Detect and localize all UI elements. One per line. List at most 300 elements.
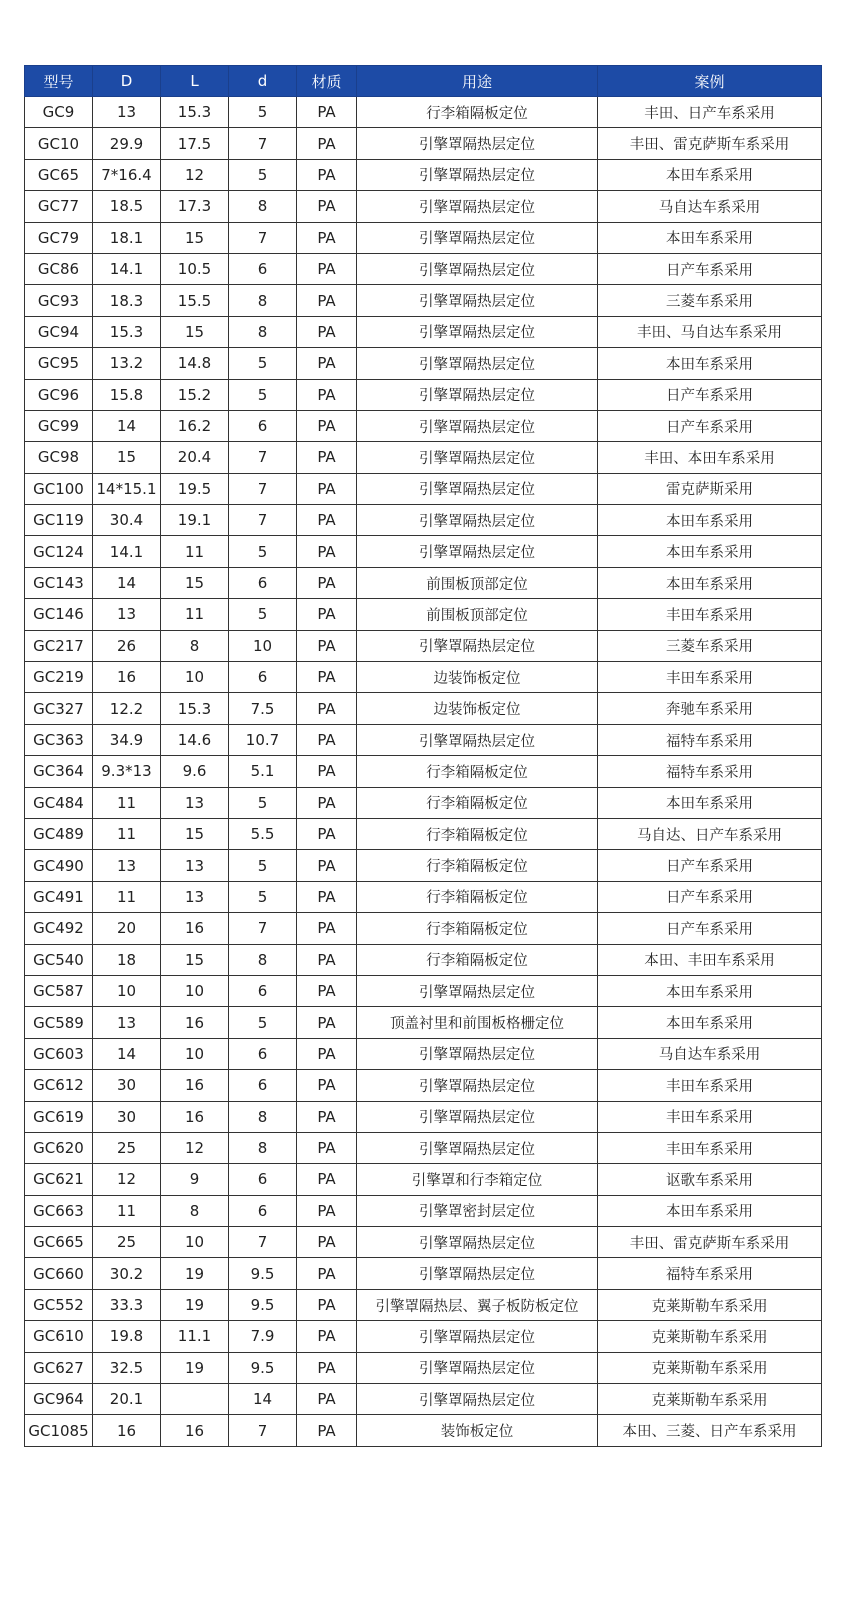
cell-material: PA [297,1258,357,1289]
cell-material: PA [297,159,357,190]
cell-material: PA [297,1101,357,1132]
cell-length: 9.6 [161,756,229,787]
table-row [25,128,822,159]
table-row [25,944,822,975]
cell-material: PA [297,97,357,128]
cell-model: GC146 [25,599,93,630]
table-row [25,536,822,567]
cell-length: 8 [161,630,229,661]
cell-case: 马自达车系采用 [598,1038,822,1069]
cell-model: GC327 [25,693,93,724]
cell-length: 15 [161,316,229,347]
cell-length: 20.4 [161,442,229,473]
cell-use: 顶盖衬里和前围板格栅定位 [357,1007,598,1038]
table-row [25,599,822,630]
cell-d-outer: 18.1 [93,222,161,253]
cell-model: GC98 [25,442,93,473]
cell-model: GC363 [25,724,93,755]
cell-use: 前围板顶部定位 [357,599,598,630]
cell-material: PA [297,1070,357,1101]
cell-length [161,1384,229,1415]
cell-length: 16 [161,1070,229,1101]
table-row [25,975,822,1006]
cell-d-outer: 14 [93,410,161,441]
cell-d-outer: 30 [93,1101,161,1132]
cell-use: 行李箱隔板定位 [357,944,598,975]
cell-length: 17.3 [161,191,229,222]
cell-model: GC612 [25,1070,93,1101]
cell-d-outer: 30.4 [93,505,161,536]
cell-d-inner: 6 [229,1038,297,1069]
cell-use: 引擎罩隔热层定位 [357,630,598,661]
cell-use: 引擎罩隔热层、翼子板防板定位 [357,1289,598,1320]
cell-case: 本田、三菱、日产车系采用 [598,1415,822,1446]
cell-d-inner: 6 [229,567,297,598]
cell-material: PA [297,1321,357,1352]
table-row [25,818,822,849]
cell-model: GC9 [25,97,93,128]
table-row [25,1258,822,1289]
cell-d-outer: 12.2 [93,693,161,724]
cell-use: 引擎罩隔热层定位 [357,1321,598,1352]
cell-case: 丰田、马自达车系采用 [598,316,822,347]
cell-model: GC490 [25,850,93,881]
cell-model: GC964 [25,1384,93,1415]
cell-use: 引擎罩隔热层定位 [357,1132,598,1163]
cell-case: 丰田、日产车系采用 [598,97,822,128]
cell-model: GC627 [25,1352,93,1383]
cell-d-outer: 7*16.4 [93,159,161,190]
table-row [25,1289,822,1320]
cell-d-inner: 6 [229,975,297,1006]
cell-model: GC65 [25,159,93,190]
cell-material: PA [297,850,357,881]
table-row [25,662,822,693]
cell-case: 马自达、日产车系采用 [598,818,822,849]
table-row [25,442,822,473]
table-row [25,1007,822,1038]
cell-case: 三菱车系采用 [598,285,822,316]
cell-length: 11.1 [161,1321,229,1352]
cell-case: 三菱车系采用 [598,630,822,661]
cell-d-outer: 13 [93,850,161,881]
cell-material: PA [297,1195,357,1226]
cell-d-outer: 16 [93,1415,161,1446]
column-header-length: L [161,66,229,97]
cell-model: GC1085 [25,1415,93,1446]
cell-model: GC663 [25,1195,93,1226]
cell-use: 行李箱隔板定位 [357,913,598,944]
cell-use: 引擎罩隔热层定位 [357,379,598,410]
cell-d-outer: 25 [93,1132,161,1163]
column-header-d-outer: D [93,66,161,97]
cell-use: 引擎罩隔热层定位 [357,1038,598,1069]
cell-model: GC219 [25,662,93,693]
table-header [25,66,822,97]
cell-use: 行李箱隔板定位 [357,850,598,881]
cell-model: GC491 [25,881,93,912]
cell-case: 雷克萨斯采用 [598,473,822,504]
cell-case: 丰田、本田车系采用 [598,442,822,473]
cell-case: 日产车系采用 [598,379,822,410]
cell-material: PA [297,473,357,504]
table-row [25,316,822,347]
table-row [25,1070,822,1101]
cell-d-outer: 13 [93,1007,161,1038]
cell-d-inner: 5 [229,97,297,128]
cell-length: 13 [161,881,229,912]
cell-d-outer: 18 [93,944,161,975]
cell-length: 19.1 [161,505,229,536]
cell-model: GC620 [25,1132,93,1163]
cell-model: GC99 [25,410,93,441]
cell-material: PA [297,442,357,473]
header-row [25,66,822,97]
cell-case: 丰田车系采用 [598,1101,822,1132]
cell-length: 19 [161,1258,229,1289]
cell-case: 本田车系采用 [598,536,822,567]
cell-use: 行李箱隔板定位 [357,97,598,128]
cell-use: 引擎罩隔热层定位 [357,159,598,190]
cell-material: PA [297,1007,357,1038]
cell-d-outer: 13 [93,599,161,630]
cell-case: 克莱斯勒车系采用 [598,1384,822,1415]
column-header-material: 材质 [297,66,357,97]
cell-use: 行李箱隔板定位 [357,818,598,849]
cell-material: PA [297,630,357,661]
cell-d-outer: 9.3*13 [93,756,161,787]
cell-material: PA [297,975,357,1006]
cell-model: GC665 [25,1227,93,1258]
cell-material: PA [297,724,357,755]
cell-d-inner: 9.5 [229,1258,297,1289]
table-row [25,473,822,504]
cell-case: 奔驰车系采用 [598,693,822,724]
cell-material: PA [297,128,357,159]
cell-d-inner: 8 [229,1132,297,1163]
cell-case: 讴歌车系采用 [598,1164,822,1195]
cell-use: 引擎罩隔热层定位 [357,473,598,504]
cell-material: PA [297,1132,357,1163]
table-row [25,724,822,755]
cell-d-outer: 14 [93,567,161,598]
cell-d-outer: 30 [93,1070,161,1101]
cell-d-outer: 16 [93,662,161,693]
cell-case: 福特车系采用 [598,724,822,755]
cell-use: 行李箱隔板定位 [357,787,598,818]
cell-use: 边装饰板定位 [357,693,598,724]
cell-model: GC93 [25,285,93,316]
cell-model: GC619 [25,1101,93,1132]
cell-length: 15.2 [161,379,229,410]
cell-model: GC96 [25,379,93,410]
cell-material: PA [297,1227,357,1258]
cell-d-inner: 10 [229,630,297,661]
cell-material: PA [297,253,357,284]
cell-d-inner: 7 [229,505,297,536]
cell-d-inner: 7 [229,473,297,504]
cell-d-inner: 5 [229,881,297,912]
cell-d-outer: 10 [93,975,161,1006]
cell-length: 16.2 [161,410,229,441]
cell-d-inner: 7 [229,1415,297,1446]
cell-use: 引擎罩密封层定位 [357,1195,598,1226]
cell-model: GC95 [25,348,93,379]
cell-material: PA [297,1352,357,1383]
table-row [25,505,822,536]
table-row [25,850,822,881]
cell-d-inner: 7 [229,1227,297,1258]
cell-use: 引擎罩隔热层定位 [357,536,598,567]
table-row [25,1384,822,1415]
cell-d-outer: 11 [93,787,161,818]
table-row [25,222,822,253]
cell-length: 15.3 [161,97,229,128]
table-row [25,379,822,410]
cell-d-inner: 5 [229,1007,297,1038]
table-row [25,1415,822,1446]
cell-model: GC540 [25,944,93,975]
cell-material: PA [297,881,357,912]
cell-d-inner: 7 [229,222,297,253]
cell-case: 丰田车系采用 [598,1070,822,1101]
cell-material: PA [297,505,357,536]
table-row [25,191,822,222]
cell-case: 日产车系采用 [598,253,822,284]
cell-d-inner: 7.5 [229,693,297,724]
cell-d-outer: 11 [93,818,161,849]
cell-material: PA [297,693,357,724]
cell-case: 丰田车系采用 [598,599,822,630]
table-row [25,630,822,661]
cell-case: 本田车系采用 [598,222,822,253]
cell-case: 本田车系采用 [598,505,822,536]
cell-d-inner: 7.9 [229,1321,297,1352]
cell-case: 克莱斯勒车系采用 [598,1289,822,1320]
cell-material: PA [297,599,357,630]
cell-use: 引擎罩隔热层定位 [357,253,598,284]
table-body [25,97,822,1447]
cell-d-inner: 5 [229,348,297,379]
cell-material: PA [297,410,357,441]
cell-use: 边装饰板定位 [357,662,598,693]
cell-case: 本田车系采用 [598,159,822,190]
cell-d-inner: 5 [229,379,297,410]
table-row [25,1227,822,1258]
cell-use: 引擎罩隔热层定位 [357,348,598,379]
cell-material: PA [297,1289,357,1320]
cell-d-outer: 18.3 [93,285,161,316]
cell-model: GC610 [25,1321,93,1352]
cell-d-inner: 10.7 [229,724,297,755]
cell-d-inner: 9.5 [229,1289,297,1320]
cell-d-outer: 11 [93,881,161,912]
cell-model: GC484 [25,787,93,818]
cell-material: PA [297,913,357,944]
cell-material: PA [297,944,357,975]
table-row [25,1132,822,1163]
cell-material: PA [297,1384,357,1415]
cell-d-outer: 20 [93,913,161,944]
cell-length: 19 [161,1289,229,1320]
cell-d-outer: 12 [93,1164,161,1195]
cell-length: 10.5 [161,253,229,284]
cell-d-outer: 20.1 [93,1384,161,1415]
cell-length: 16 [161,913,229,944]
cell-use: 前围板顶部定位 [357,567,598,598]
cell-d-outer: 32.5 [93,1352,161,1383]
cell-material: PA [297,348,357,379]
cell-use: 引擎罩隔热层定位 [357,316,598,347]
table-row [25,97,822,128]
cell-length: 10 [161,1038,229,1069]
cell-d-inner: 5.1 [229,756,297,787]
cell-case: 福特车系采用 [598,1258,822,1289]
cell-case: 丰田车系采用 [598,1132,822,1163]
cell-case: 福特车系采用 [598,756,822,787]
cell-d-inner: 7 [229,442,297,473]
cell-material: PA [297,536,357,567]
cell-d-outer: 13 [93,97,161,128]
cell-d-inner: 5 [229,850,297,881]
cell-model: GC364 [25,756,93,787]
cell-case: 丰田车系采用 [598,662,822,693]
cell-model: GC603 [25,1038,93,1069]
cell-d-inner: 5 [229,159,297,190]
cell-use: 引擎罩隔热层定位 [357,1352,598,1383]
table-row [25,881,822,912]
cell-length: 13 [161,787,229,818]
cell-material: PA [297,285,357,316]
cell-use: 引擎罩隔热层定位 [357,505,598,536]
cell-material: PA [297,1038,357,1069]
column-header-model: 型号 [25,66,93,97]
cell-material: PA [297,379,357,410]
cell-d-inner: 7 [229,128,297,159]
cell-d-inner: 5 [229,787,297,818]
cell-use: 引擎罩隔热层定位 [357,1101,598,1132]
cell-material: PA [297,1164,357,1195]
table-row [25,913,822,944]
cell-length: 15 [161,567,229,598]
cell-length: 10 [161,975,229,1006]
table-row [25,348,822,379]
cell-d-outer: 18.5 [93,191,161,222]
cell-length: 16 [161,1415,229,1446]
cell-d-inner: 8 [229,316,297,347]
cell-material: PA [297,567,357,598]
cell-model: GC587 [25,975,93,1006]
cell-length: 16 [161,1101,229,1132]
cell-length: 12 [161,1132,229,1163]
cell-case: 日产车系采用 [598,850,822,881]
cell-case: 本田车系采用 [598,787,822,818]
table-row [25,410,822,441]
table-row [25,787,822,818]
cell-d-inner: 6 [229,253,297,284]
cell-use: 引擎罩隔热层定位 [357,442,598,473]
table-row [25,567,822,598]
cell-case: 马自达车系采用 [598,191,822,222]
cell-d-outer: 11 [93,1195,161,1226]
cell-d-outer: 25 [93,1227,161,1258]
cell-model: GC124 [25,536,93,567]
cell-case: 日产车系采用 [598,881,822,912]
cell-d-inner: 6 [229,1070,297,1101]
cell-length: 15 [161,818,229,849]
cell-case: 日产车系采用 [598,410,822,441]
cell-model: GC77 [25,191,93,222]
cell-length: 10 [161,662,229,693]
cell-length: 15.5 [161,285,229,316]
cell-use: 引擎罩隔热层定位 [357,128,598,159]
cell-model: GC100 [25,473,93,504]
cell-model: GC589 [25,1007,93,1038]
cell-length: 16 [161,1007,229,1038]
cell-d-outer: 33.3 [93,1289,161,1320]
cell-length: 8 [161,1195,229,1226]
cell-use: 行李箱隔板定位 [357,756,598,787]
cell-length: 14.6 [161,724,229,755]
cell-d-inner: 6 [229,662,297,693]
cell-model: GC621 [25,1164,93,1195]
table-row [25,693,822,724]
cell-case: 丰田、雷克萨斯车系采用 [598,1227,822,1258]
cell-length: 14.8 [161,348,229,379]
cell-length: 12 [161,159,229,190]
cell-case: 本田车系采用 [598,567,822,598]
cell-material: PA [297,316,357,347]
cell-use: 引擎罩和行李箱定位 [357,1164,598,1195]
table-row [25,1321,822,1352]
cell-use: 引擎罩隔热层定位 [357,285,598,316]
cell-d-inner: 6 [229,1164,297,1195]
table-row [25,159,822,190]
cell-case: 本田车系采用 [598,1195,822,1226]
table-row [25,253,822,284]
cell-use: 引擎罩隔热层定位 [357,1258,598,1289]
cell-d-inner: 8 [229,944,297,975]
cell-model: GC552 [25,1289,93,1320]
cell-case: 日产车系采用 [598,913,822,944]
cell-length: 9 [161,1164,229,1195]
cell-d-outer: 13.2 [93,348,161,379]
cell-use: 引擎罩隔热层定位 [357,191,598,222]
cell-case: 本田车系采用 [598,1007,822,1038]
cell-material: PA [297,222,357,253]
table-row [25,285,822,316]
table-row [25,1352,822,1383]
cell-d-inner: 8 [229,1101,297,1132]
column-header-case: 案例 [598,66,822,97]
cell-case: 丰田、雷克萨斯车系采用 [598,128,822,159]
column-header-d-inner: d [229,66,297,97]
cell-model: GC94 [25,316,93,347]
cell-case: 本田车系采用 [598,975,822,1006]
table-row [25,1101,822,1132]
cell-use: 引擎罩隔热层定位 [357,1070,598,1101]
spec-table [24,65,822,1447]
cell-d-outer: 15.8 [93,379,161,410]
cell-length: 15 [161,944,229,975]
cell-d-inner: 9.5 [229,1352,297,1383]
cell-d-outer: 26 [93,630,161,661]
cell-d-outer: 19.8 [93,1321,161,1352]
cell-use: 引擎罩隔热层定位 [357,1384,598,1415]
cell-model: GC217 [25,630,93,661]
cell-d-outer: 14*15.1 [93,473,161,504]
cell-model: GC143 [25,567,93,598]
